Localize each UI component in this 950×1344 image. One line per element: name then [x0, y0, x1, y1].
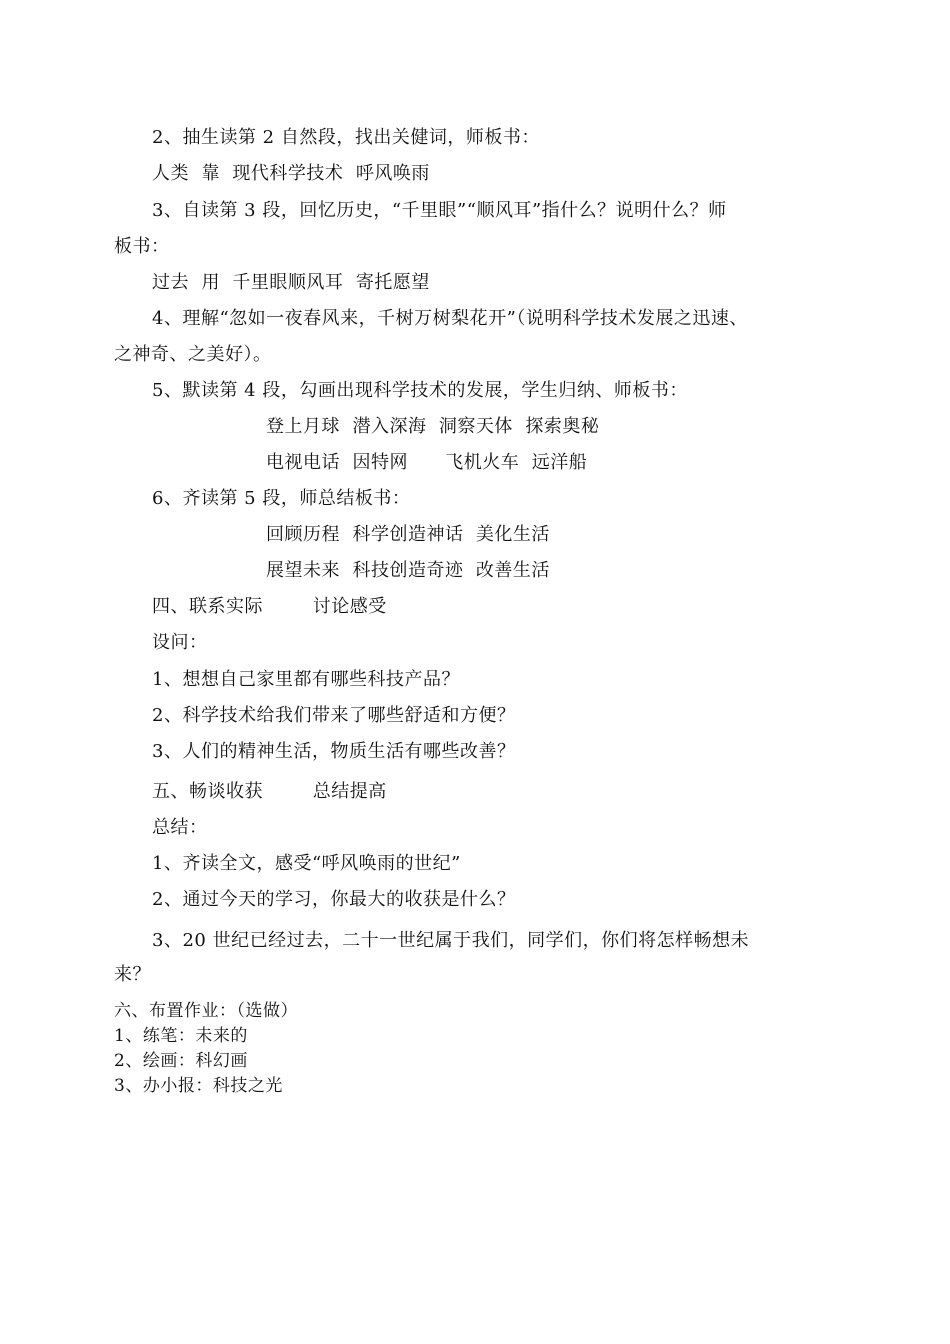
- paragraph-step-5: 5、默读第 4 段，勾画出现科学技术的发展，学生归纳、师板书：: [152, 380, 688, 401]
- summary-label: 总结：: [152, 817, 208, 838]
- board-note-development-1: 登上月球 潜入深海 洞察天体 探索奥秘: [266, 416, 600, 437]
- summary-item-3: 3、20 世纪已经过去，二十一世纪属于我们，同学们，你们将怎样畅想未: [152, 930, 750, 951]
- board-note-summary-1: 回顾历程 科学创造神话 美化生活: [266, 524, 550, 545]
- paragraph-step-6: 6、齐读第 5 段，师总结板书：: [152, 488, 411, 509]
- homework-item-1: 1、练笔：未来的: [114, 1026, 248, 1046]
- board-note-keywords: 人类 靠 现代科学技术 呼风唤雨: [152, 163, 430, 184]
- question-2: 2、科学技术给我们带来了哪些舒适和方便？: [152, 705, 516, 726]
- board-note-summary-2: 展望未来 科技创造奇迹 改善生活: [266, 560, 550, 581]
- paragraph-step-4: 4、理解“忽如一夜春风来，千树万树梨花开”（说明科学技术发展之迅速、: [152, 308, 748, 329]
- homework-item-2: 2、绘画：科幻画: [114, 1051, 248, 1071]
- summary-item-3-continued: 来？: [114, 964, 151, 985]
- summary-item-2: 2、通过今天的学习，你最大的收获是什么？: [152, 889, 516, 910]
- paragraph-step-3: 3、自读第 3 段，回忆历史，“千里眼”“顺风耳”指什么？说明什么？师: [152, 200, 727, 221]
- question-3: 3、人们的精神生活，物质生活有哪些改善？: [152, 741, 516, 762]
- section-heading-four: 四、联系实际 讨论感受: [152, 596, 387, 617]
- question-1: 1、想想自己家里都有哪些科技产品？: [152, 669, 460, 690]
- summary-item-1: 1、齐读全文，感受“呼风唤雨的世纪”: [152, 853, 461, 874]
- homework-item-3: 3、办小报：科技之光: [114, 1076, 283, 1096]
- board-note-development-2: 电视电话 因特网 飞机火车 远洋船: [266, 452, 588, 473]
- board-note-past: 过去 用 千里眼顺风耳 寄托愿望: [152, 272, 430, 293]
- section-heading-six: 六、布置作业：（选做）: [114, 1001, 298, 1021]
- question-label: 设问：: [152, 632, 208, 653]
- paragraph-step-3-continued: 板书：: [114, 236, 170, 257]
- paragraph-step-2: 2、抽生读第 2 自然段，找出关健词，师板书：: [152, 127, 540, 148]
- section-heading-five: 五、畅谈收获 总结提高: [152, 781, 387, 802]
- paragraph-step-4-continued: 之神奇、之美好）。: [114, 344, 272, 365]
